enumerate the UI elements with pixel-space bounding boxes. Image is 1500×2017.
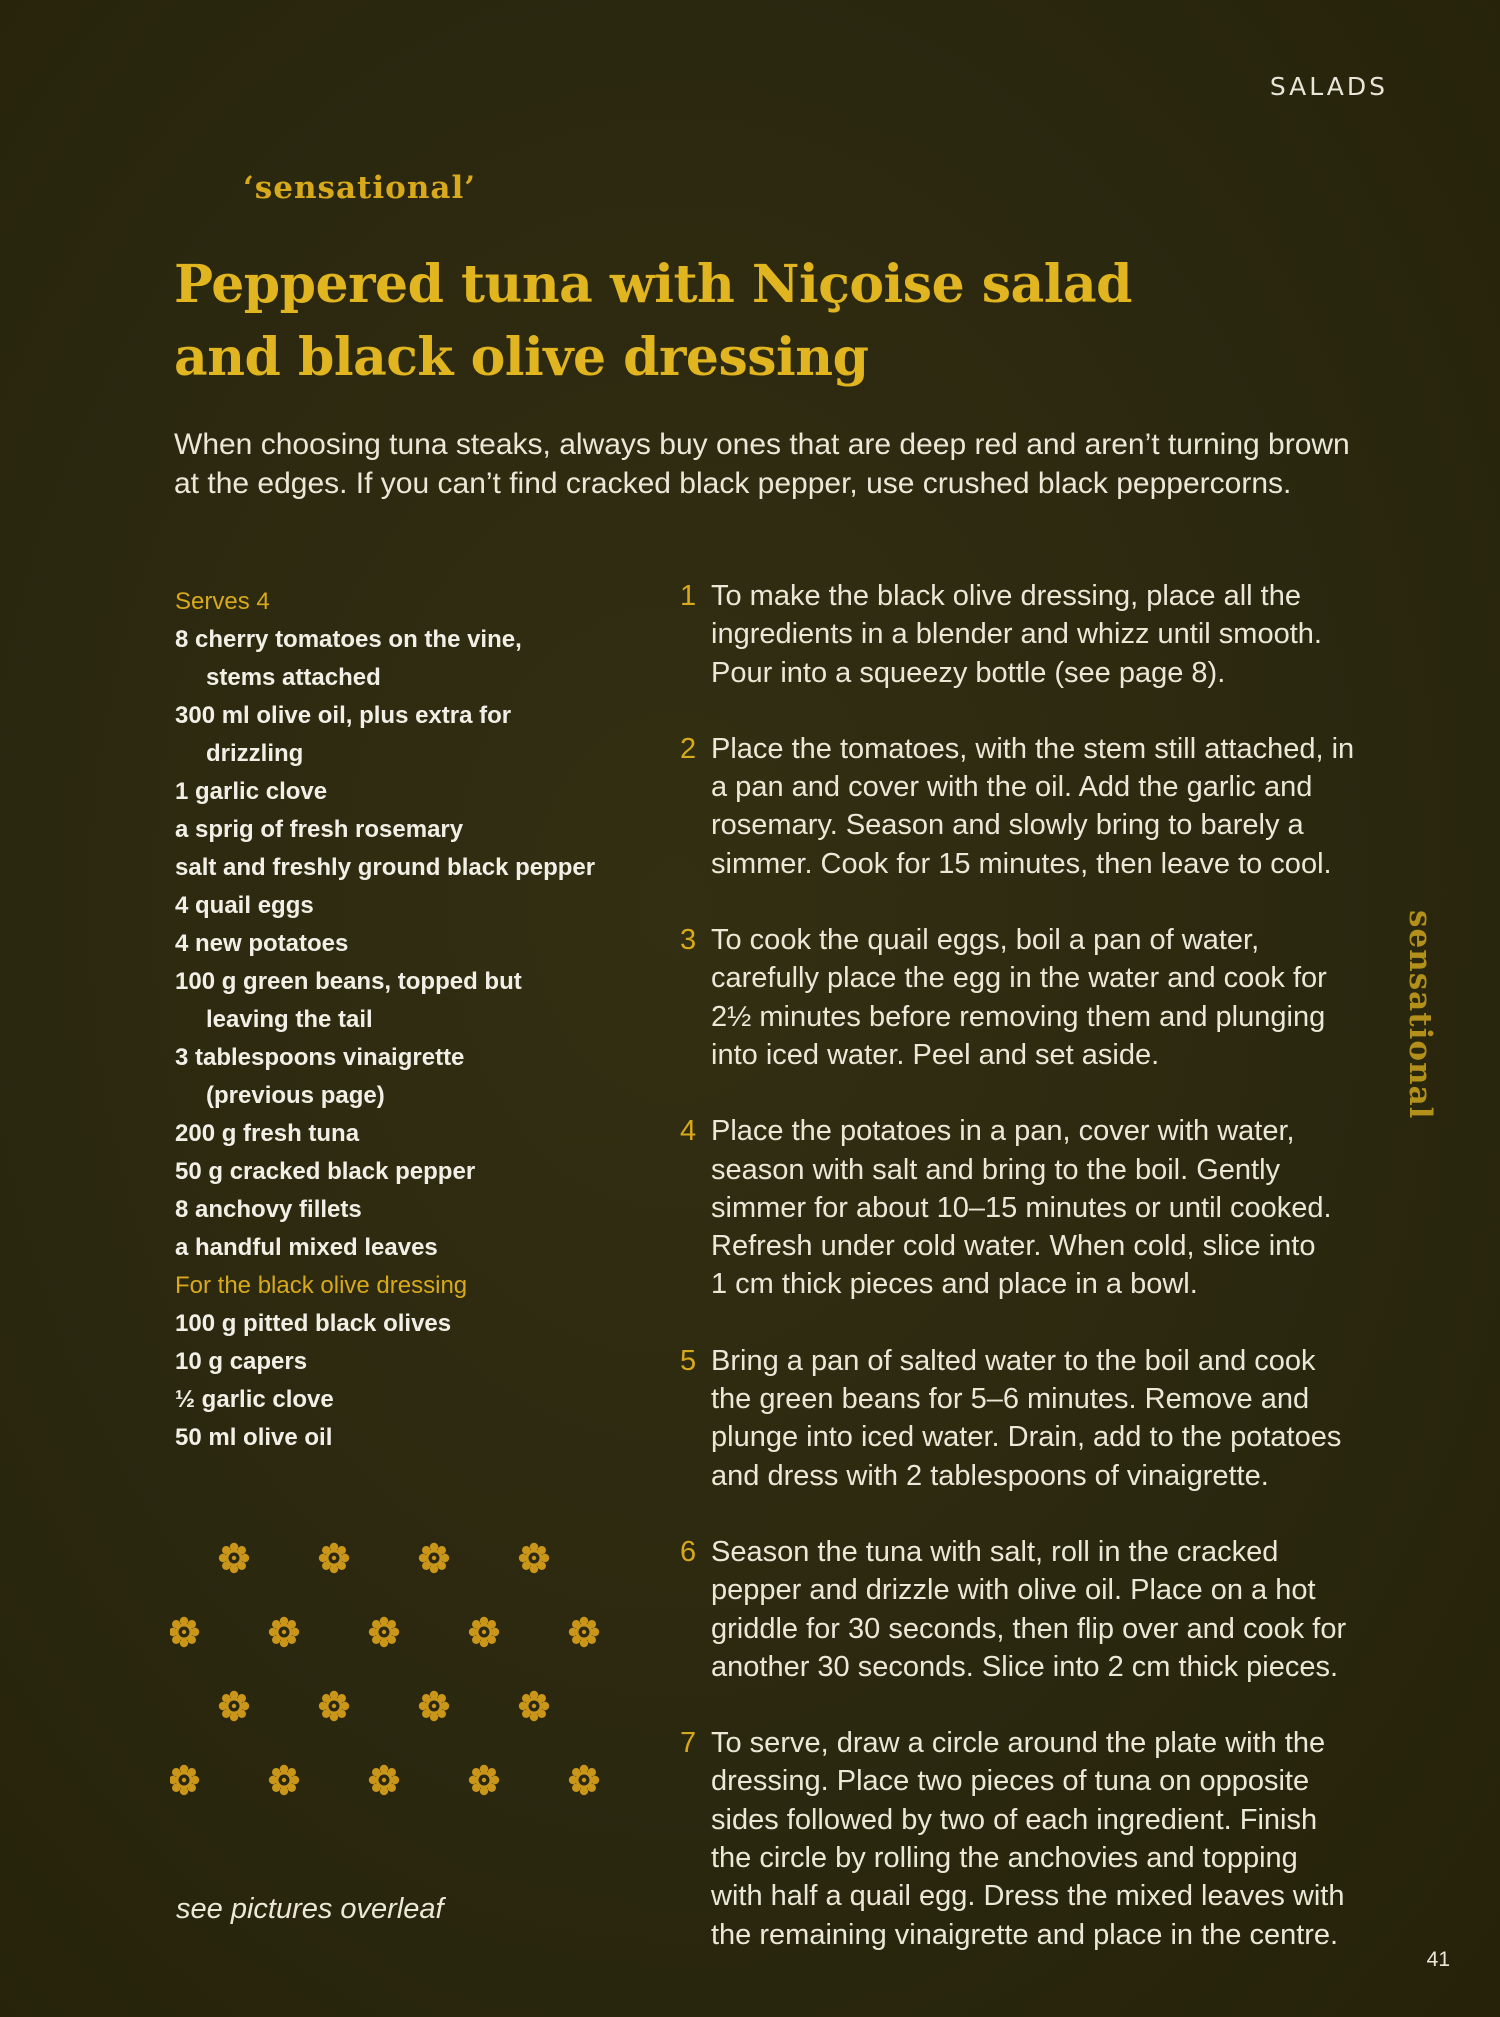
method-steps — [680, 577, 1390, 1992]
ingredient-item: drizzling — [206, 740, 304, 767]
ingredient-item: 10 g capers — [175, 1348, 308, 1375]
ingredient-item: a handful mixed leaves — [175, 1234, 438, 1261]
ingredient-item: 8 cherry tomatoes on the vine, — [175, 626, 522, 653]
method-step — [680, 1724, 1390, 1954]
flower-icon — [469, 1765, 499, 1795]
flower-icon — [319, 1543, 349, 1573]
ingredient-item: 3 tablespoons vinaigrette — [175, 1044, 465, 1071]
flower-icon — [569, 1617, 599, 1647]
flower-icon — [419, 1543, 449, 1573]
ingredient-item: a sprig of fresh rosemary — [175, 816, 464, 843]
ingredient-heading: Serves 4 — [175, 588, 270, 615]
flower-icon — [319, 1691, 349, 1721]
recipe-title: Peppered tuna with Niçoise salad and black olive dressing — [174, 254, 1133, 388]
ingredient-item: leaving the tail — [206, 1006, 373, 1033]
ingredient-item: ½ garlic clove — [175, 1386, 334, 1413]
method-step — [680, 1342, 1390, 1495]
step-number: 5 — [680, 1344, 697, 1377]
step-number: 4 — [680, 1115, 697, 1148]
flower-icon — [369, 1617, 399, 1647]
ingredient-heading: For the black olive dressing — [175, 1272, 468, 1299]
flower-icon — [369, 1765, 399, 1795]
ingredient-item: 300 ml olive oil, plus extra for — [175, 702, 512, 729]
ingredient-item: 100 g green beans, topped but — [175, 968, 522, 995]
flower-icon — [269, 1765, 299, 1795]
ingredient-item: 200 g fresh tuna — [175, 1120, 360, 1147]
method-step — [680, 1533, 1390, 1686]
step-number: 6 — [680, 1535, 697, 1568]
ingredient-item: 8 anchovy fillets — [175, 1196, 362, 1223]
section-label: SALADS — [1269, 72, 1388, 101]
method-step — [680, 1112, 1390, 1303]
ingredient-item: stems attached — [206, 664, 381, 691]
page-number: 41 — [1426, 1948, 1450, 1971]
flower-icon — [569, 1765, 599, 1795]
step-number: 1 — [680, 580, 697, 612]
flower-pattern — [170, 1532, 630, 1812]
see-pictures-note: see pictures overleaf — [176, 1893, 444, 1925]
method-step — [680, 730, 1390, 883]
flower-icon — [469, 1617, 499, 1647]
ingredient-item: 50 g cracked black pepper — [175, 1158, 476, 1185]
step-number: 3 — [680, 924, 697, 957]
ingredient-item: salt and freshly ground black pepper — [175, 854, 596, 881]
flower-icon — [519, 1543, 549, 1573]
flower-icon — [219, 1543, 249, 1573]
ingredient-item: 1 garlic clove — [175, 778, 328, 805]
method-step — [680, 921, 1390, 1074]
recipe-kicker: ‘sensational’ — [243, 170, 477, 206]
side-tab-label: sensational — [1402, 910, 1438, 1120]
step-text: To cook the quail eggs, boil a pan of water, carefully place the egg in the water and cook for 2½ minutes before removing them and plunging into iced water. Peel and set aside. — [711, 924, 1327, 1071]
ingredient-item: 4 quail eggs — [175, 892, 314, 919]
recipe-intro: When choosing tuna steaks, always buy ones that are deep red and aren’t turning brown at the edges. If you can’t find cracked black pepper, use crushed black peppercorns. — [174, 428, 1350, 500]
step-number: 7 — [680, 1727, 697, 1760]
flower-icon — [419, 1691, 449, 1721]
step-text: Place the tomatoes, with the stem still attached, in a pan and cover with the oil. Add the garlic and rosemary. Season and slowly bring to barely a simmer. Cook for 15 minutes, then leave to cool. — [711, 732, 1355, 880]
ingredient-item: 100 g pitted black olives — [175, 1310, 452, 1337]
step-text: Season the tuna with salt, roll in the cracked pepper and drizzle with olive oil. Place on a hot griddle for 30 seconds, then flip over and cook for another 30 seconds. Slice into 2 cm thick pieces. — [711, 1535, 1347, 1683]
step-text: Bring a pan of salted water to the boil and cook the green beans for 5–6 minutes. Remove and plunge into iced water. Drain, add to the potatoes and dress with 2 tablespoons of vinaigrette. — [711, 1344, 1342, 1492]
flower-icon — [170, 1765, 199, 1795]
step-number: 2 — [680, 732, 697, 765]
flower-icon — [170, 1617, 199, 1647]
ingredient-item: 4 new potatoes — [175, 930, 349, 957]
flower-icon — [269, 1617, 299, 1647]
flower-icon — [519, 1691, 549, 1721]
ingredients-list — [175, 583, 655, 1457]
ingredient-item: 50 ml olive oil — [175, 1424, 333, 1451]
method-step — [680, 577, 1390, 692]
flower-icon — [219, 1691, 249, 1721]
step-text: To serve, draw a circle around the plate with the dressing. Place two pieces of tuna on opposite sides followed by two of each ingredient. Finish the circle by rolling the anchovies and topping with half a quail egg. Dress the mixed leaves with the remaining vinaigrette and place in the centre. — [711, 1727, 1345, 1951]
step-text: Place the potatoes in a pan, cover with water, season with salt and bring to the boil. Gently simmer for about 10–15 minutes or until cooked. Refresh under cold water. When cold, slice into 1 cm thick pieces and place in a bowl. — [711, 1115, 1332, 1301]
step-text: To make the black olive dressing, place all the ingredients in a blender and whizz until smooth. Pour into a squeezy bottle (see page 8). — [711, 580, 1322, 689]
ingredient-item: (previous page) — [206, 1082, 385, 1109]
